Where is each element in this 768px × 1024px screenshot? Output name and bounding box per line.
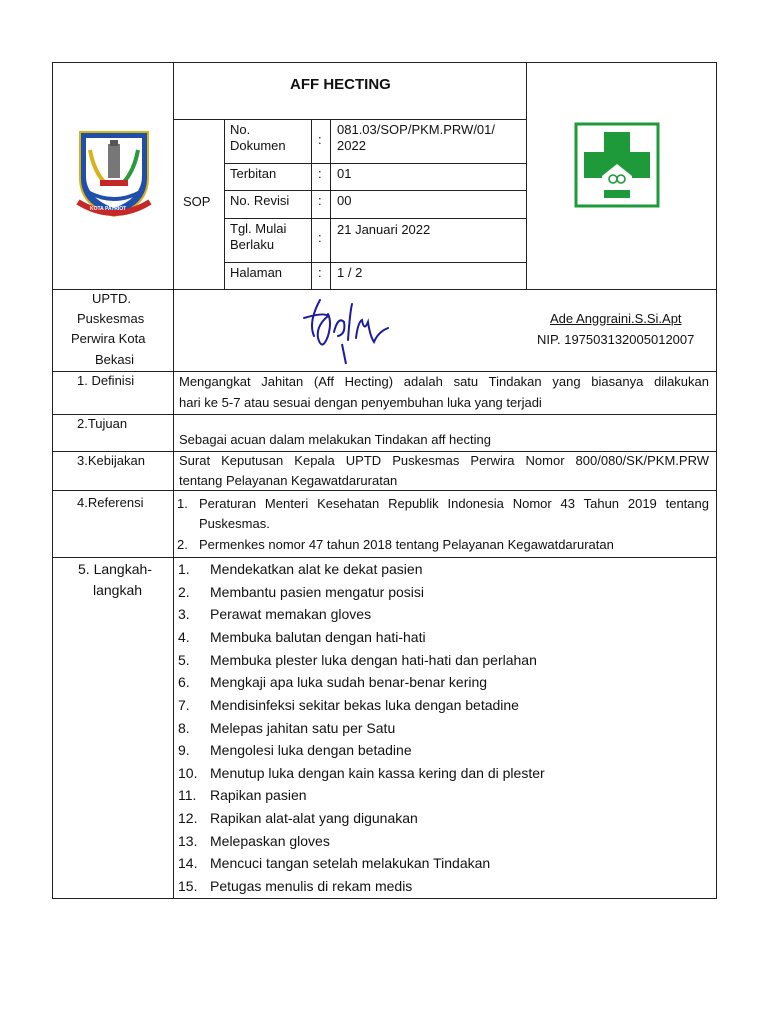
step-text: Mengkaji apa luka sudah benar-benar kering — [210, 674, 488, 690]
step-num: 4. — [178, 629, 190, 645]
step-num: 6. — [178, 674, 190, 690]
org-line-2: Puskesmas — [77, 311, 145, 326]
definisi-label: 1. Definisi — [77, 373, 135, 388]
org-line-3: Perwira Kota — [71, 331, 146, 346]
doc-number-value-line1: 081.03/SOP/PKM.PRW/01/ — [337, 122, 495, 137]
doc-number-label-line2: Dokumen — [230, 138, 286, 153]
halaman-label: Halaman — [230, 265, 283, 280]
document-title: AFF HECTING — [290, 76, 391, 93]
langkah-label-line-1: 5. Langkah- — [78, 561, 152, 577]
doc-number-value-line2: 2022 — [337, 138, 366, 153]
step-text: Membuka plester luka dengan hati-hati dan perlahan — [210, 652, 537, 668]
org-line-1: UPTD. — [92, 291, 131, 306]
step-num: 3. — [178, 606, 190, 622]
halaman-value: 1 / 2 — [337, 265, 363, 280]
kebijakan-label: 3.Kebijakan — [77, 453, 145, 468]
step-num: 12. — [178, 810, 198, 826]
step-text: Perawat memakan gloves — [210, 606, 372, 622]
referensi-num-2: 2. — [177, 537, 188, 552]
step-num: 13. — [178, 833, 198, 849]
step-num: 1. — [178, 561, 190, 577]
definisi-line-1: Mengangkat Jahitan (Aff Hecting) adalah satu Tindakan yang biasanya dilakukan — [179, 374, 709, 389]
step-num: 2. — [178, 584, 190, 600]
referensi-item-1-line-2: Puskesmas. — [199, 516, 270, 531]
tgl-berlaku-sep: : — [318, 230, 322, 245]
step-text: Menutup luka dengan kain kassa kering dan di plester — [210, 765, 545, 781]
step-num: 15. — [178, 878, 198, 894]
langkah-label-line-2: langkah — [93, 582, 143, 598]
puskesmas-logo-icon — [574, 122, 660, 208]
step-text: Rapikan alat-alat yang digunakan — [210, 810, 418, 826]
step-num: 11. — [178, 787, 197, 803]
step-text: Mendisinfeksi sekitar bekas luka dengan betadine — [210, 697, 519, 713]
referensi-label: 4.Referensi — [77, 495, 144, 510]
terbitan-label: Terbitan — [230, 166, 277, 181]
signer-nip: NIP. 197503132005012007 — [537, 332, 695, 347]
step-text: Rapikan pasien — [210, 787, 307, 803]
step-num: 10. — [178, 765, 198, 781]
step-num: 7. — [178, 697, 190, 713]
tgl-berlaku-label-line2: Berlaku — [230, 237, 275, 252]
handwritten-signature-icon — [298, 292, 398, 366]
terbitan-value: 01 — [337, 166, 352, 181]
referensi-item-1-line-1: Peraturan Menteri Kesehatan Republik Indonesia Nomor 43 Tahun 2019 tentang — [199, 496, 709, 511]
step-text: Melepas jahitan satu per Satu — [210, 720, 396, 736]
revisi-sep: : — [318, 193, 322, 208]
step-num: 5. — [178, 652, 190, 668]
step-text: Membuka balutan dengan hati-hati — [210, 629, 426, 645]
sop-label: SOP — [183, 194, 211, 209]
step-text: Membantu pasien mengatur posisi — [210, 584, 425, 600]
emblem-banner-text: KOTA PATRIOT — [90, 206, 127, 212]
tujuan-text: Sebagai acuan dalam melakukan Tindakan aff hecting — [179, 432, 491, 447]
referensi-num-1: 1. — [177, 496, 188, 511]
step-text: Mencuci tangan setelah melakukan Tindakan — [210, 855, 491, 871]
tgl-berlaku-value: 21 Januari 2022 — [337, 222, 431, 237]
signer-name: Ade Anggraini.S.Si.Apt — [550, 311, 682, 326]
step-text: Melepaskan gloves — [210, 833, 330, 849]
halaman-sep: : — [318, 265, 322, 280]
step-num: 9. — [178, 742, 190, 758]
step-text: Petugas menulis di rekam medis — [210, 878, 413, 894]
revisi-label: No. Revisi — [230, 193, 290, 208]
tujuan-label: 2.Tujuan — [77, 416, 128, 431]
revisi-value: 00 — [337, 193, 352, 208]
kebijakan-line-1: Surat Keputusan Kepala UPTD Puskesmas Perwira Nomor 800/080/SK/PKM.PRW — [179, 453, 709, 468]
doc-number-sep: : — [318, 132, 322, 147]
step-text: Mengolesi luka dengan betadine — [210, 742, 412, 758]
step-num: 8. — [178, 720, 190, 736]
definisi-line-2: hari ke 5-7 atau sesuai dengan penyembuhan luka yang terjadi — [179, 395, 542, 410]
doc-number-label-line1: No. — [230, 122, 251, 137]
terbitan-sep: : — [318, 166, 322, 181]
org-line-4: Bekasi — [95, 352, 135, 367]
referensi-item-2-line-1: Permenkes nomor 47 tahun 2018 tentang Pelayanan Kegawatdaruratan — [199, 537, 614, 552]
tgl-berlaku-label-line1: Tgl. Mulai — [230, 221, 287, 236]
step-num: 14. — [178, 855, 198, 871]
kebijakan-line-2: tentang Pelayanan Kegawatdaruratan — [179, 473, 398, 488]
step-text: Mendekatkan alat ke dekat pasien — [210, 561, 423, 577]
